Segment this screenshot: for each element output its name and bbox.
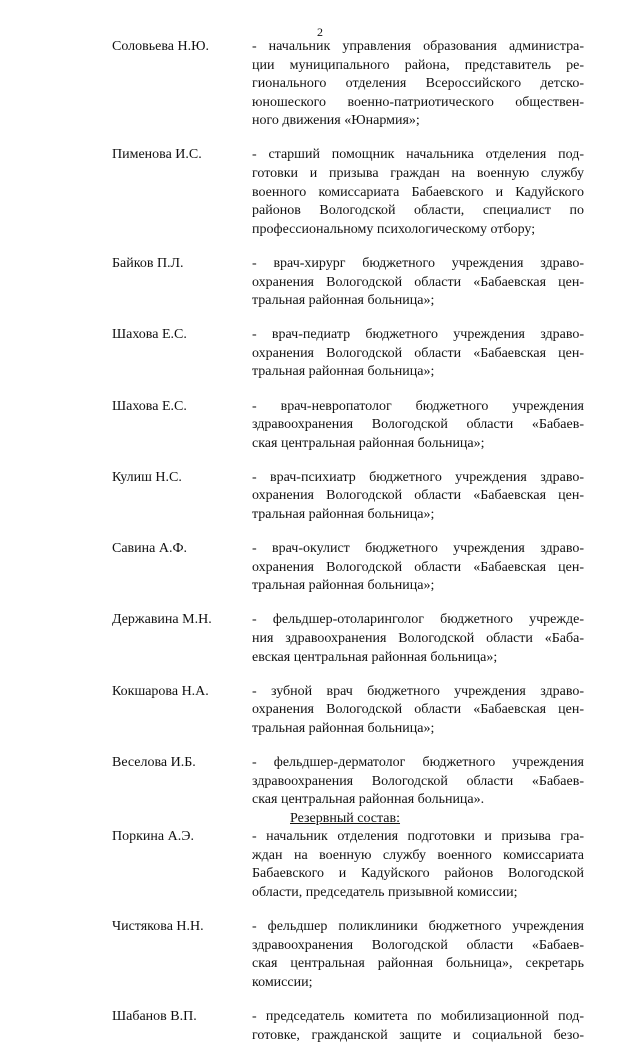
- member-role: - начальник отделения подготовки и призыва гра- ждан на военную службу военного комиссариата Бабаевского и Кадуйского районов Вологодской области, председатель призывной комиссии;: [252, 829, 584, 901]
- member-role: - старший помощник начальника отделения под- готовки и призыва граждан на военную службу военного комиссариата Бабаевского и Кадуйского районов Вологодской области, специалист по профессиональному психологическому отбору;: [252, 147, 584, 237]
- member-entry: [112, 326, 584, 382]
- reserve-entry: [112, 828, 584, 902]
- member-role: - врач-хирург бюджетного учреждения здраво- охранения Вологодской области «Бабаевская цен- тральная районная больница»;: [252, 255, 584, 309]
- member-role: - врач-психиатр бюджетного учреждения здраво- охранения Вологодской области «Бабаевская цен- тральная районная больница»;: [252, 469, 584, 522]
- member-name: Шахова Е.С.: [112, 398, 187, 414]
- member-name: Пименова И.С.: [112, 147, 202, 163]
- member-name: Чистякова Н.Н.: [112, 919, 204, 935]
- reserve-heading: Резервный состав:: [290, 810, 401, 826]
- member-entry: [112, 38, 584, 131]
- member-role: - врач-педиатр бюджетного учреждения здраво- охранения Вологодской области «Бабаевская цен- тральная районная больница»;: [252, 327, 584, 380]
- member-entry: [112, 754, 584, 810]
- member-entry: [112, 540, 584, 596]
- member-name: Савина А.Ф.: [112, 541, 188, 557]
- member-role: - врач-окулист бюджетного учреждения здраво- охранения Вологодской области «Бабаевская цен- тральная районная больница»;: [252, 541, 584, 594]
- member-name: Кокшарова Н.А.: [112, 683, 209, 699]
- member-name: Байков П.Л.: [112, 255, 184, 271]
- member-name: Шабанов В.П.: [112, 1009, 197, 1025]
- member-name: Кулиш Н.С.: [112, 469, 182, 485]
- member-entry: [112, 611, 584, 667]
- member-role: - врач-невропатолог бюджетного учреждения здравоохранения Вологодской области «Бабаев- ская центральная районная больница»;: [252, 398, 584, 451]
- member-entry: [112, 146, 584, 239]
- member-name: Поркина А.Э.: [112, 829, 194, 845]
- member-entry: [112, 469, 584, 525]
- member-entry: [112, 255, 584, 311]
- member-name: Соловьева Н.Ю.: [112, 39, 209, 54]
- member-name: Шахова Е.С.: [112, 327, 187, 343]
- member-role: - фельдшер-дерматолог бюджетного учреждения здравоохранения Вологодской области «Бабаев- ская центральная районная больница».: [252, 754, 584, 808]
- reserve-entry: [112, 1008, 584, 1045]
- member-role: - фельдшер поликлиники бюджетного учреждения здравоохранения Вологодской области «Бабаев- ская центральная районная больница», секретарь комиссии;: [252, 919, 584, 990]
- member-name: Веселова И.Б.: [112, 754, 196, 770]
- member-name: Державина М.Н.: [112, 612, 212, 628]
- member-role: - зубной врач бюджетного учреждения здраво- охранения Вологодской области «Бабаевская цен- тральная районная больница»;: [252, 683, 584, 736]
- page-number: 2: [317, 25, 323, 39]
- reserve-entry: [112, 918, 584, 992]
- member-role: - председатель комитета по мобилизационной под- готовке, гражданской защите и социальной безо-: [252, 1009, 584, 1043]
- member-entry: [112, 683, 584, 739]
- commission-list: [112, 38, 584, 1045]
- member-role: - начальник управления образования администра- ции муниципального района, представитель ре- гионального отделения Всероссийского детско- юношеского военно-патриотического обществен- ного движения «Юнармия»;: [252, 39, 584, 129]
- member-entry: [112, 398, 584, 454]
- member-role: - фельдшер-отоларинголог бюджетного учрежде- ния здравоохранения Вологодской области «Баба- евская центральная районная больница»;: [252, 612, 584, 665]
